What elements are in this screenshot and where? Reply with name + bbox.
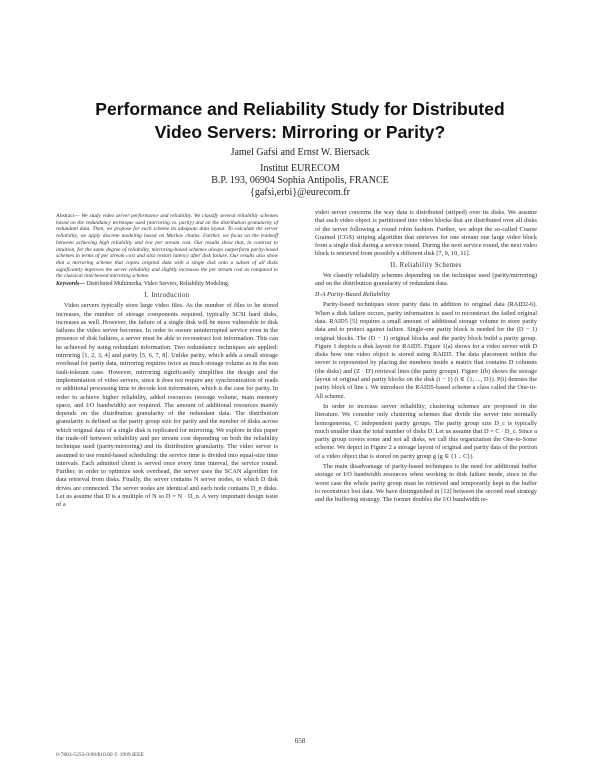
introduction-paragraph: Video servers typically store large video files. As the number of files to be stored increases, the number of storage components required, typically SCSI hard disks, increases as well. However, the failure of a single disk will be more vulnerable to disk failures the video server becomes. In order to ensure uninterrupted service even in the presence of disk failures, a server must be able to reconstruct lost information. This can be achieved by using redundant information. Two redundancy techniques are applied: mirroring [1, 2, 3, 4] and parity [5, 6, 7, 8]. Unlike parity, which adds a small storage overhead for parity data, mirroring requires twice as much storage volume as in the non fault-tolerant case. However, mirroring significantly simplifies the design and the implementation of video servers, since it does not require any synchronization of reads or additional processing time to decode lost information, which is the case for parity. In order to achieve higher reliability, added resources (storage volume, main memory space, and I/O bandwidth) are required. The amount of additional resources mainly depends on the distribution granularity of the redundant data. The distribution granularity is defined as the parity group size for parity and the number of disks across which original data of a single disk is replicated for mirroring. We explore in this paper the trade-off between reliability and per stream cost depending on both the reliability technique used (parity/mirroring) and its distribution granularity. The video server is assumed to use round-based scheduling: the service time is divided into equal-size time intervals. Each admitted client is served once every time interval, the service round. Further, in order to optimize seek overhead, the server uses the SCAN algorithm for data retrieval from disks. Finally, the server contains N server nodes, to which D disk drives are connected. The server nodes are identical and each node contains D_n disks. Let us assume that D is a multiple of N so D = N · D_n. A very important design issue of a xyxy=(56,302,278,509)
abstract-text: We study video server performance and reliability. We classify several reliability schemes based on the redundancy technique used (mirroring vs. parity) and on the distribution granularity of redundant data. Then, we propose for each scheme its adequate data layout. To calculate the server reliability, we apply discrete modeling based on Markov chains. Further, we focus on the tradeoff between achieving high reliability and low per stream cost. Our results show that, in contrast to intuition, for the same degree of reliability, mirroring-based schemes always outperform parity-based schemes in terms of per stream cost and also restart latency after disk failure. Our results also show that a mirroring scheme that copies original data with a single disk onto a subset of all disks significantly improves the server reliability and slightly increases the per stream cost as compared to the classical interleaved mirroring scheme. xyxy=(56,213,278,280)
parity-paragraph-3: The main disadvantage of parity-based techniques is the need for additional buffer storage or I/O bandwidth resources when working in disk failure mode, since in the worst case the whole parity group must be retrieved and temporarily kept in the buffer to reconstruct lost data. We have distinguished in [12] between the second read strategy and the buffering strategy. The former doubles the I/O bandwidth re- xyxy=(315,463,537,504)
left-column xyxy=(56,213,278,512)
authors: Jamel Gafsi and Ernst W. Biersack xyxy=(230,147,370,158)
abstract-label: Abstract— xyxy=(56,213,80,219)
keywords xyxy=(56,281,278,288)
author-email: {gafsi,erbi}@eurecom.fr xyxy=(250,187,350,198)
affiliation-institute: Institut EURECOM xyxy=(260,163,340,174)
introduction-continued-paragraph: video server concerns the way data is distributed (striped) over its disks. We assume that each video object is partitioned into video blocks that are distributed over all disks of the server following a round robin fashion. Further, we adopt the so-called Coarse Grained (CGS) striping algorithm that retrieves for one stream one large video block from a single disk during a service round. During the next service round, the next video block is retrieved from possibly a different disk [7, 9, 10, 11]. xyxy=(315,209,537,258)
reliability-schemes-paragraph: We classify reliability schemes depending on the technique used (parity/mirroring) and on the distribution granularity of redundant data. xyxy=(315,271,537,288)
section-heading-introduction: I. Introduction xyxy=(144,292,190,300)
parity-paragraph-1: Parity-based techniques store parity data in addition to original data (RAID2-6). When a disk failure occurs, parity information is used to reconstruct the failed original data. RAID5 [5] requires a small amount of additional storage volume to store parity data and to protect against failure. Single-one parity block is needed for the (D − 1) original blocks. The (D − 1) original blocks and the parity block build a parity group. Figure 1 depicts a disk layout for RAID5. Figure 1(a) shows for a video server with D disks how one video object is stored using RAID5. The data placement within the server is represented by placing the numbers inside a matrix that contains D columns (the disks) and (Z · D') retrieval lines (the parity groups). Figure 1(b) shows the storage layout of original and parity blocks on the disk (i − 1) (i ∈ {1, ..., D}). P(i) denotes the parity block of line i. We introduce the RAID5-based scheme a class called the One-to-All scheme. xyxy=(315,301,537,400)
paper-title-line-2: Video Servers: Mirroring or Parity? xyxy=(154,122,446,142)
right-column xyxy=(315,209,537,507)
affiliation-address: B.P. 193, 06904 Sophia Antipolis, FRANCE xyxy=(211,175,389,186)
abstract xyxy=(56,213,278,280)
parity-paragraph-2: In order to increase server reliability, clustering schemes are proposed in the literature. We consider only clustering schemes that divide the server into normally homogeneous, C independent parity groups. The parity group size D_c is typically much smaller than the total number of disks D. Let us assume that D = C · D_c. Since a parity group covers some and not all disks, we call this organization the One-to-Some scheme. We depict in Figure 2 a storage layout of original and parity data of the portion of a video object that is stored on parity group g (g ∈ {1 .. C}). xyxy=(315,402,537,460)
keywords-label: Keywords— xyxy=(56,281,85,288)
keywords-text: Distributed Multimedia, Video Servers, Reliability Modeling. xyxy=(86,281,230,288)
copyright-notice: 0-7803-5253-0/99/$10.00 © 1999 IEEE xyxy=(56,752,144,758)
page-number: 658 xyxy=(294,737,306,745)
section-heading-reliability-schemes: II. Reliability Schemes xyxy=(390,261,462,269)
subsection-heading-parity-based: II-A Parity-Based Reliability xyxy=(315,291,390,299)
paper-title-line-1: Performance and Reliability Study for Distributed xyxy=(95,99,505,119)
